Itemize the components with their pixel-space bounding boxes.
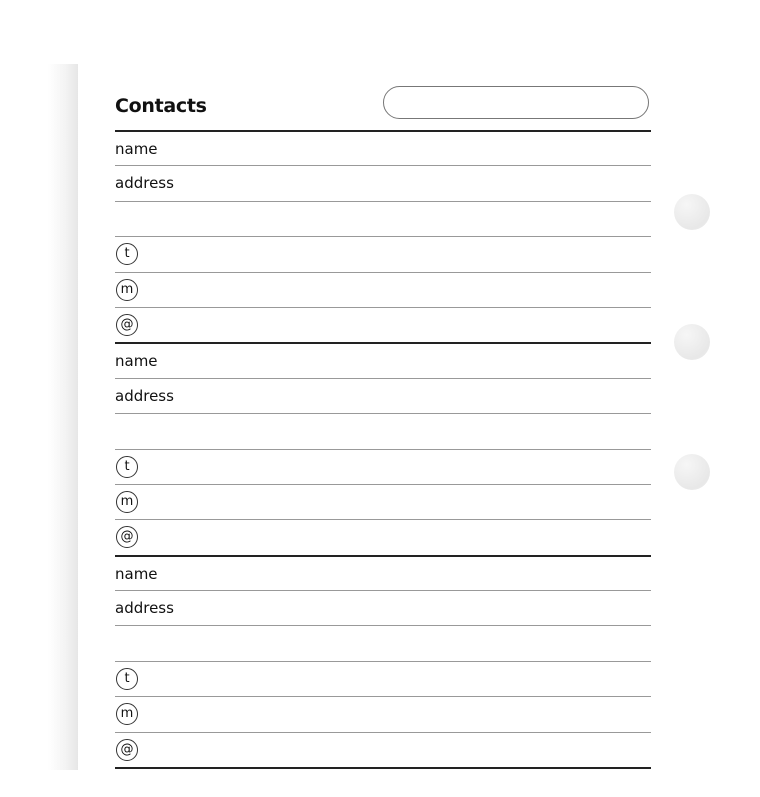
mobile-row[interactable] <box>115 696 651 731</box>
phone-row[interactable] <box>115 661 651 696</box>
page-title: Contacts <box>115 95 207 117</box>
punch-hole <box>674 454 710 490</box>
address-line-2-row[interactable] <box>115 625 651 660</box>
punch-hole <box>674 324 710 360</box>
address-field-row[interactable] <box>115 378 651 413</box>
mobile-icon: m <box>116 491 138 513</box>
name-field-label: name <box>115 352 158 371</box>
mobile-row[interactable] <box>115 484 651 519</box>
phone-row[interactable] <box>115 236 651 271</box>
contacts-list <box>115 130 651 769</box>
address-field-row[interactable] <box>115 165 651 200</box>
phone-icon: t <box>116 243 138 265</box>
email-row[interactable] <box>115 519 651 554</box>
mobile-icon: m <box>116 279 138 301</box>
email-icon: @ <box>116 314 138 336</box>
name-field-label: name <box>115 564 158 583</box>
address-field-label: address <box>115 386 174 405</box>
email-row[interactable] <box>115 307 651 342</box>
name-field-row[interactable] <box>115 342 651 377</box>
mobile-icon: m <box>116 703 138 725</box>
phone-icon: t <box>116 668 138 690</box>
address-line-2-row[interactable] <box>115 413 651 448</box>
email-icon: @ <box>116 526 138 548</box>
address-field-label: address <box>115 599 174 618</box>
mobile-row[interactable] <box>115 272 651 307</box>
name-field-row[interactable] <box>115 555 651 590</box>
name-field-row[interactable] <box>115 130 651 165</box>
page-edge-shadow <box>48 64 78 770</box>
phone-row[interactable] <box>115 449 651 484</box>
name-field-label: name <box>115 140 158 158</box>
title-entry-box[interactable] <box>383 86 649 119</box>
email-row[interactable] <box>115 732 651 767</box>
phone-icon: t <box>116 456 138 478</box>
address-field-row[interactable] <box>115 590 651 625</box>
email-icon: @ <box>116 739 138 761</box>
address-line-2-row[interactable] <box>115 201 651 236</box>
punch-hole <box>674 194 710 230</box>
bottom-rule <box>115 767 651 769</box>
address-field-label: address <box>115 174 174 193</box>
